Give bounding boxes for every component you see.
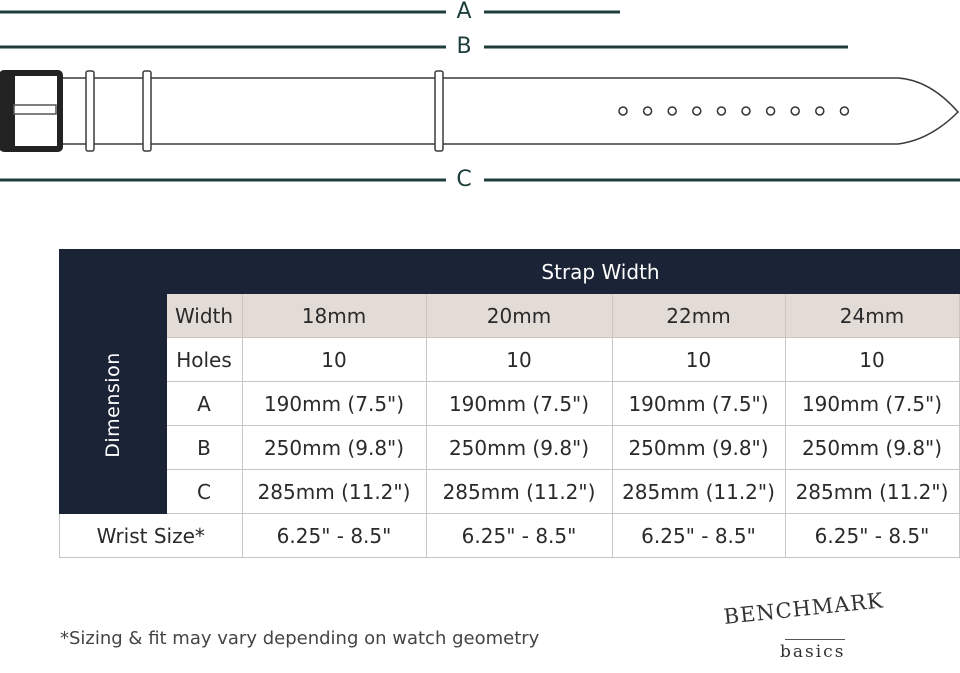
strap-hole <box>693 107 701 115</box>
wrist-cell: 6.25" - 8.5" <box>426 514 612 558</box>
wrist-cell: 6.25" - 8.5" <box>242 514 426 558</box>
dimension-header <box>60 294 167 514</box>
c-cell: 285mm (11.2") <box>612 470 785 514</box>
row-label-a: A <box>166 382 242 426</box>
buckle-icon <box>2 73 60 149</box>
logo-top-text: BENCHMARK <box>722 588 885 629</box>
dimension-label: Dimension <box>101 351 124 458</box>
strap-hole <box>668 107 676 115</box>
holes-cell: 10 <box>426 338 612 382</box>
wrist-cell: 6.25" - 8.5" <box>612 514 785 558</box>
b-cell: 250mm (9.8") <box>612 426 785 470</box>
width-20: 20mm <box>426 294 612 338</box>
holes-cell: 10 <box>242 338 426 382</box>
size-table <box>59 249 960 558</box>
row-label-b: B <box>166 426 242 470</box>
keeper-1 <box>86 71 94 151</box>
dimension-label-a: A <box>450 1 478 23</box>
b-cell: 250mm (9.8") <box>426 426 612 470</box>
wrist-cell: 6.25" - 8.5" <box>785 514 959 558</box>
row-label-wrist-size: Wrist Size* <box>60 514 243 558</box>
strap-width-header: Strap Width <box>242 250 959 294</box>
width-22: 22mm <box>612 294 785 338</box>
a-cell: 190mm (7.5") <box>612 382 785 426</box>
logo-divider <box>785 639 845 640</box>
holes-cell: 10 <box>612 338 785 382</box>
logo-bottom-text: basics <box>780 642 846 662</box>
strap-hole <box>840 107 848 115</box>
dimension-label-c: C <box>450 169 478 191</box>
holes-cell: 10 <box>785 338 959 382</box>
dimension-label-b: B <box>450 36 478 58</box>
row-label-c: C <box>166 470 242 514</box>
strap-hole <box>767 107 775 115</box>
row-label-width: Width <box>166 294 242 338</box>
a-cell: 190mm (7.5") <box>426 382 612 426</box>
strap-hole <box>619 107 627 115</box>
c-cell: 285mm (11.2") <box>242 470 426 514</box>
a-cell: 190mm (7.5") <box>785 382 959 426</box>
sizing-footnote: *Sizing & fit may vary depending on watch geometry <box>60 628 540 649</box>
strap-hole <box>791 107 799 115</box>
width-18: 18mm <box>242 294 426 338</box>
c-cell: 285mm (11.2") <box>426 470 612 514</box>
a-cell: 190mm (7.5") <box>242 382 426 426</box>
b-cell: 250mm (9.8") <box>242 426 426 470</box>
width-24: 24mm <box>785 294 959 338</box>
keeper-2 <box>143 71 151 151</box>
row-label-holes: Holes <box>166 338 242 382</box>
table-corner <box>60 250 243 294</box>
strap-hole <box>717 107 725 115</box>
strap-diagram <box>0 0 960 200</box>
brand-logo <box>722 588 900 662</box>
b-cell: 250mm (9.8") <box>785 426 959 470</box>
c-cell: 285mm (11.2") <box>785 470 959 514</box>
strap-hole <box>816 107 824 115</box>
strap-hole <box>742 107 750 115</box>
strap-hole <box>644 107 652 115</box>
keeper-3 <box>435 71 443 151</box>
